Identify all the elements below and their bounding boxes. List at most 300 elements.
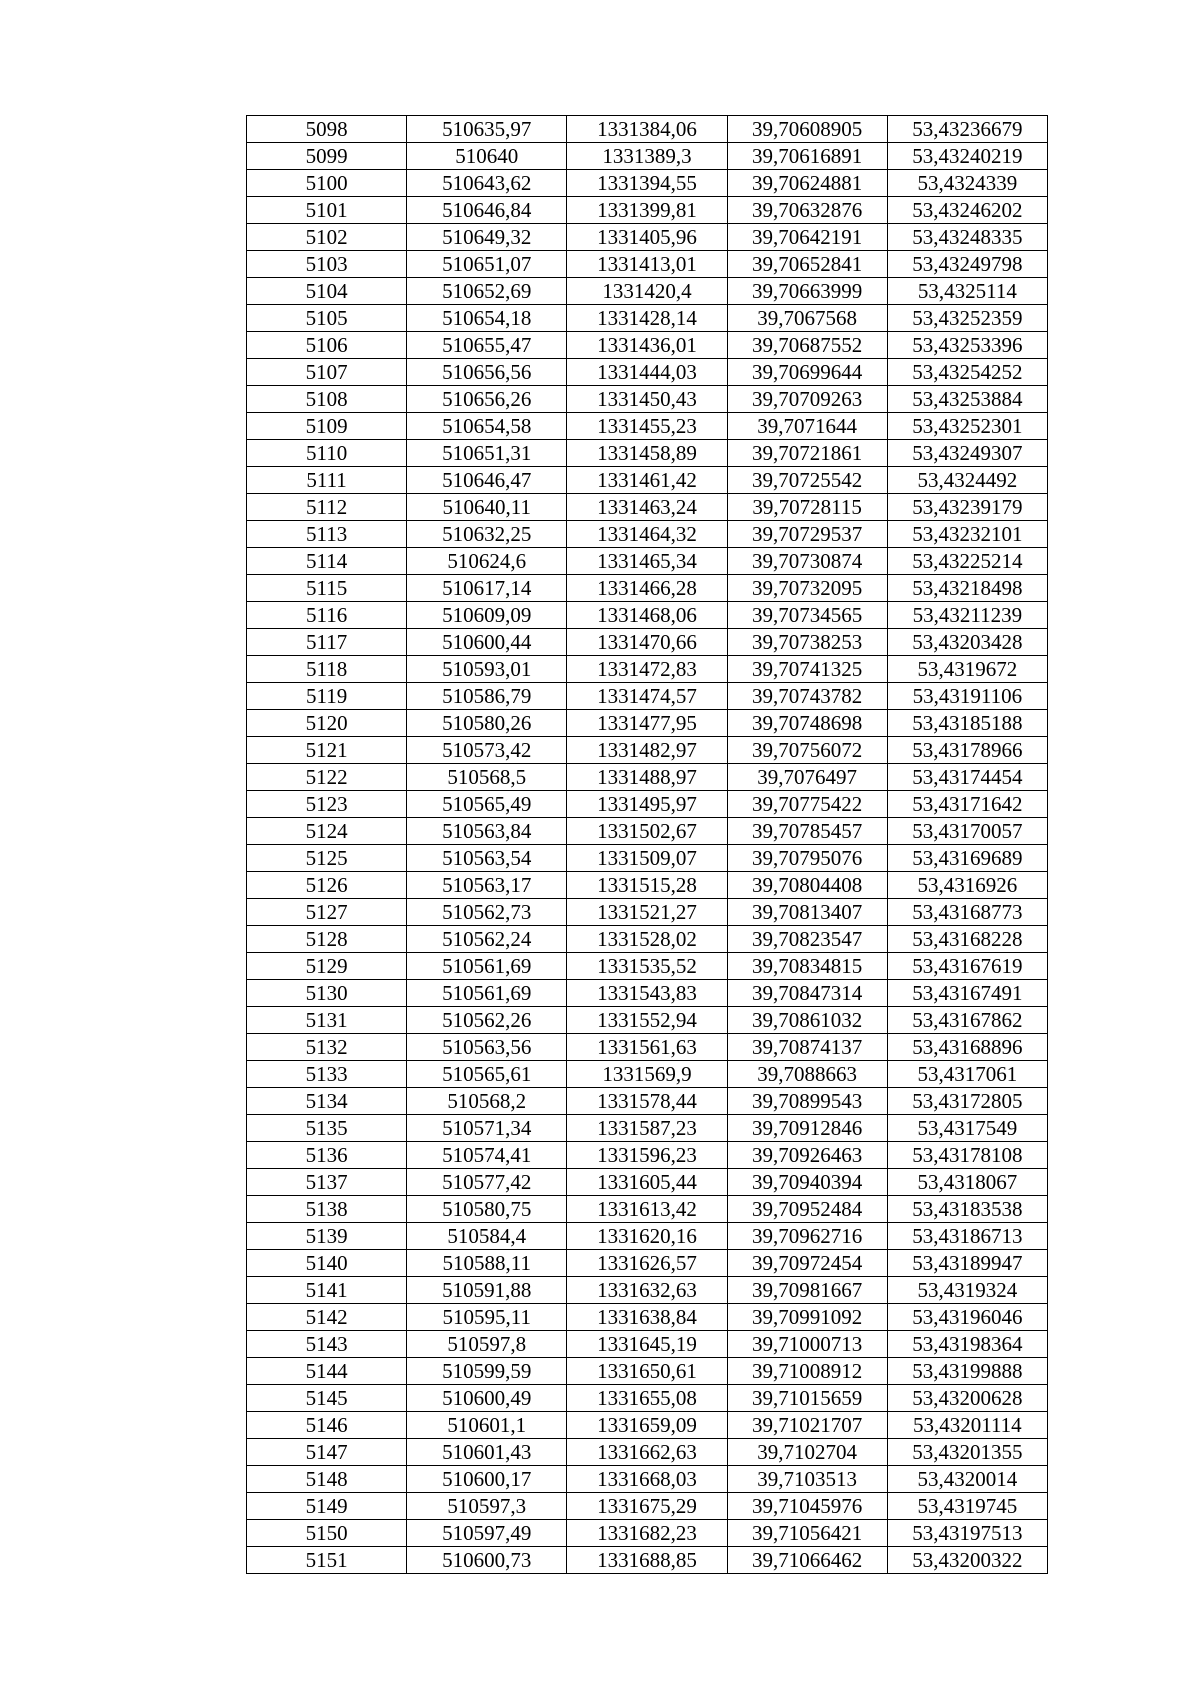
point-number-cell: 5141: [247, 1277, 407, 1304]
latitude-cell: 53,43239179: [887, 494, 1047, 521]
longitude-cell: 39,70738253: [727, 629, 887, 656]
longitude-cell: 39,71066462: [727, 1547, 887, 1574]
longitude-cell: 39,70632876: [727, 197, 887, 224]
coordinates-table: [246, 115, 1048, 1574]
latitude-cell: 53,43178966: [887, 737, 1047, 764]
y-coordinate-cell: 1331668,03: [567, 1466, 727, 1493]
y-coordinate-cell: 1331384,06: [567, 116, 727, 143]
table-row: [247, 251, 1048, 278]
x-coordinate-cell: 510632,25: [407, 521, 567, 548]
point-number-cell: 5113: [247, 521, 407, 548]
y-coordinate-cell: 1331470,66: [567, 629, 727, 656]
table-row: [247, 764, 1048, 791]
point-number-cell: 5131: [247, 1007, 407, 1034]
table-row: [247, 1439, 1048, 1466]
point-number-cell: 5117: [247, 629, 407, 656]
longitude-cell: 39,70981667: [727, 1277, 887, 1304]
longitude-cell: 39,70861032: [727, 1007, 887, 1034]
latitude-cell: 53,43170057: [887, 818, 1047, 845]
table-row: [247, 656, 1048, 683]
x-coordinate-cell: 510565,49: [407, 791, 567, 818]
table-row: [247, 737, 1048, 764]
latitude-cell: 53,43198364: [887, 1331, 1047, 1358]
table-row: [247, 1304, 1048, 1331]
y-coordinate-cell: 1331509,07: [567, 845, 727, 872]
latitude-cell: 53,43252301: [887, 413, 1047, 440]
x-coordinate-cell: 510601,1: [407, 1412, 567, 1439]
point-number-cell: 5111: [247, 467, 407, 494]
y-coordinate-cell: 1331502,67: [567, 818, 727, 845]
x-coordinate-cell: 510651,07: [407, 251, 567, 278]
table-row: [247, 278, 1048, 305]
longitude-cell: 39,70874137: [727, 1034, 887, 1061]
y-coordinate-cell: 1331675,29: [567, 1493, 727, 1520]
x-coordinate-cell: 510571,34: [407, 1115, 567, 1142]
table-row: [247, 791, 1048, 818]
point-number-cell: 5130: [247, 980, 407, 1007]
table-row: [247, 1061, 1048, 1088]
latitude-cell: 53,43236679: [887, 116, 1047, 143]
point-number-cell: 5129: [247, 953, 407, 980]
table-row: [247, 899, 1048, 926]
x-coordinate-cell: 510617,14: [407, 575, 567, 602]
longitude-cell: 39,7076497: [727, 764, 887, 791]
point-number-cell: 5100: [247, 170, 407, 197]
point-number-cell: 5114: [247, 548, 407, 575]
y-coordinate-cell: 1331458,89: [567, 440, 727, 467]
longitude-cell: 39,71000713: [727, 1331, 887, 1358]
point-number-cell: 5126: [247, 872, 407, 899]
longitude-cell: 39,71015659: [727, 1385, 887, 1412]
point-number-cell: 5107: [247, 359, 407, 386]
x-coordinate-cell: 510595,11: [407, 1304, 567, 1331]
longitude-cell: 39,70926463: [727, 1142, 887, 1169]
y-coordinate-cell: 1331468,06: [567, 602, 727, 629]
latitude-cell: 53,43168773: [887, 899, 1047, 926]
x-coordinate-cell: 510646,47: [407, 467, 567, 494]
x-coordinate-cell: 510640: [407, 143, 567, 170]
latitude-cell: 53,4324492: [887, 467, 1047, 494]
y-coordinate-cell: 1331495,97: [567, 791, 727, 818]
point-number-cell: 5120: [247, 710, 407, 737]
y-coordinate-cell: 1331428,14: [567, 305, 727, 332]
point-number-cell: 5118: [247, 656, 407, 683]
latitude-cell: 53,43211239: [887, 602, 1047, 629]
table-row: [247, 1250, 1048, 1277]
x-coordinate-cell: 510656,26: [407, 386, 567, 413]
longitude-cell: 39,70912846: [727, 1115, 887, 1142]
x-coordinate-cell: 510649,32: [407, 224, 567, 251]
point-number-cell: 5104: [247, 278, 407, 305]
x-coordinate-cell: 510655,47: [407, 332, 567, 359]
x-coordinate-cell: 510591,88: [407, 1277, 567, 1304]
y-coordinate-cell: 1331420,4: [567, 278, 727, 305]
x-coordinate-cell: 510561,69: [407, 953, 567, 980]
latitude-cell: 53,4317549: [887, 1115, 1047, 1142]
latitude-cell: 53,43167491: [887, 980, 1047, 1007]
longitude-cell: 39,70616891: [727, 143, 887, 170]
x-coordinate-cell: 510600,17: [407, 1466, 567, 1493]
point-number-cell: 5140: [247, 1250, 407, 1277]
point-number-cell: 5128: [247, 926, 407, 953]
coordinates-table-body: [247, 116, 1048, 1574]
latitude-cell: 53,4318067: [887, 1169, 1047, 1196]
x-coordinate-cell: 510573,42: [407, 737, 567, 764]
table-row: [247, 1034, 1048, 1061]
x-coordinate-cell: 510651,31: [407, 440, 567, 467]
point-number-cell: 5134: [247, 1088, 407, 1115]
table-row: [247, 818, 1048, 845]
table-row: [247, 1358, 1048, 1385]
point-number-cell: 5147: [247, 1439, 407, 1466]
latitude-cell: 53,43254252: [887, 359, 1047, 386]
table-row: [247, 1466, 1048, 1493]
x-coordinate-cell: 510586,79: [407, 683, 567, 710]
latitude-cell: 53,43249798: [887, 251, 1047, 278]
point-number-cell: 5098: [247, 116, 407, 143]
x-coordinate-cell: 510568,5: [407, 764, 567, 791]
x-coordinate-cell: 510580,75: [407, 1196, 567, 1223]
y-coordinate-cell: 1331413,01: [567, 251, 727, 278]
longitude-cell: 39,70687552: [727, 332, 887, 359]
latitude-cell: 53,43218498: [887, 575, 1047, 602]
latitude-cell: 53,43178108: [887, 1142, 1047, 1169]
y-coordinate-cell: 1331561,63: [567, 1034, 727, 1061]
longitude-cell: 39,70962716: [727, 1223, 887, 1250]
table-row: [247, 602, 1048, 629]
x-coordinate-cell: 510646,84: [407, 197, 567, 224]
latitude-cell: 53,43172805: [887, 1088, 1047, 1115]
latitude-cell: 53,43174454: [887, 764, 1047, 791]
table-row: [247, 683, 1048, 710]
longitude-cell: 39,70652841: [727, 251, 887, 278]
table-row: [247, 845, 1048, 872]
point-number-cell: 5127: [247, 899, 407, 926]
longitude-cell: 39,70834815: [727, 953, 887, 980]
point-number-cell: 5139: [247, 1223, 407, 1250]
y-coordinate-cell: 1331543,83: [567, 980, 727, 1007]
x-coordinate-cell: 510600,44: [407, 629, 567, 656]
x-coordinate-cell: 510568,2: [407, 1088, 567, 1115]
latitude-cell: 53,43252359: [887, 305, 1047, 332]
longitude-cell: 39,70663999: [727, 278, 887, 305]
longitude-cell: 39,70699644: [727, 359, 887, 386]
point-number-cell: 5144: [247, 1358, 407, 1385]
y-coordinate-cell: 1331436,01: [567, 332, 727, 359]
latitude-cell: 53,4319672: [887, 656, 1047, 683]
point-number-cell: 5125: [247, 845, 407, 872]
table-row: [247, 359, 1048, 386]
longitude-cell: 39,70741325: [727, 656, 887, 683]
y-coordinate-cell: 1331682,23: [567, 1520, 727, 1547]
y-coordinate-cell: 1331620,16: [567, 1223, 727, 1250]
x-coordinate-cell: 510597,8: [407, 1331, 567, 1358]
point-number-cell: 5112: [247, 494, 407, 521]
x-coordinate-cell: 510654,58: [407, 413, 567, 440]
point-number-cell: 5115: [247, 575, 407, 602]
latitude-cell: 53,43240219: [887, 143, 1047, 170]
longitude-cell: 39,7102704: [727, 1439, 887, 1466]
table-row: [247, 467, 1048, 494]
latitude-cell: 53,43232101: [887, 521, 1047, 548]
longitude-cell: 39,7088663: [727, 1061, 887, 1088]
y-coordinate-cell: 1331450,43: [567, 386, 727, 413]
x-coordinate-cell: 510652,69: [407, 278, 567, 305]
latitude-cell: 53,43167862: [887, 1007, 1047, 1034]
point-number-cell: 5109: [247, 413, 407, 440]
latitude-cell: 53,4324339: [887, 170, 1047, 197]
point-number-cell: 5101: [247, 197, 407, 224]
longitude-cell: 39,70729537: [727, 521, 887, 548]
table-row: [247, 494, 1048, 521]
x-coordinate-cell: 510588,11: [407, 1250, 567, 1277]
latitude-cell: 53,43249307: [887, 440, 1047, 467]
table-row: [247, 1142, 1048, 1169]
latitude-cell: 53,43201114: [887, 1412, 1047, 1439]
longitude-cell: 39,7067568: [727, 305, 887, 332]
x-coordinate-cell: 510563,56: [407, 1034, 567, 1061]
table-row: [247, 143, 1048, 170]
longitude-cell: 39,70804408: [727, 872, 887, 899]
table-row: [247, 386, 1048, 413]
y-coordinate-cell: 1331477,95: [567, 710, 727, 737]
table-row: [247, 980, 1048, 1007]
y-coordinate-cell: 1331638,84: [567, 1304, 727, 1331]
table-row: [247, 548, 1048, 575]
x-coordinate-cell: 510597,49: [407, 1520, 567, 1547]
longitude-cell: 39,70756072: [727, 737, 887, 764]
table-row: [247, 926, 1048, 953]
longitude-cell: 39,70728115: [727, 494, 887, 521]
latitude-cell: 53,43197513: [887, 1520, 1047, 1547]
longitude-cell: 39,70624881: [727, 170, 887, 197]
point-number-cell: 5123: [247, 791, 407, 818]
y-coordinate-cell: 1331515,28: [567, 872, 727, 899]
longitude-cell: 39,71021707: [727, 1412, 887, 1439]
table-row: [247, 1223, 1048, 1250]
latitude-cell: 53,43200628: [887, 1385, 1047, 1412]
point-number-cell: 5132: [247, 1034, 407, 1061]
point-number-cell: 5135: [247, 1115, 407, 1142]
latitude-cell: 53,43201355: [887, 1439, 1047, 1466]
latitude-cell: 53,43203428: [887, 629, 1047, 656]
y-coordinate-cell: 1331659,09: [567, 1412, 727, 1439]
x-coordinate-cell: 510584,4: [407, 1223, 567, 1250]
x-coordinate-cell: 510580,26: [407, 710, 567, 737]
longitude-cell: 39,70721861: [727, 440, 887, 467]
point-number-cell: 5143: [247, 1331, 407, 1358]
y-coordinate-cell: 1331613,42: [567, 1196, 727, 1223]
y-coordinate-cell: 1331587,23: [567, 1115, 727, 1142]
longitude-cell: 39,71045976: [727, 1493, 887, 1520]
point-number-cell: 5102: [247, 224, 407, 251]
latitude-cell: 53,43199888: [887, 1358, 1047, 1385]
point-number-cell: 5138: [247, 1196, 407, 1223]
longitude-cell: 39,70899543: [727, 1088, 887, 1115]
table-row: [247, 170, 1048, 197]
longitude-cell: 39,70847314: [727, 980, 887, 1007]
y-coordinate-cell: 1331662,63: [567, 1439, 727, 1466]
table-row: [247, 413, 1048, 440]
table-row: [247, 953, 1048, 980]
latitude-cell: 53,43185188: [887, 710, 1047, 737]
point-number-cell: 5148: [247, 1466, 407, 1493]
x-coordinate-cell: 510562,24: [407, 926, 567, 953]
latitude-cell: 53,4325114: [887, 278, 1047, 305]
latitude-cell: 53,43167619: [887, 953, 1047, 980]
latitude-cell: 53,43169689: [887, 845, 1047, 872]
longitude-cell: 39,71056421: [727, 1520, 887, 1547]
x-coordinate-cell: 510561,69: [407, 980, 567, 1007]
point-number-cell: 5099: [247, 143, 407, 170]
table-row: [247, 440, 1048, 467]
longitude-cell: 39,7071644: [727, 413, 887, 440]
y-coordinate-cell: 1331482,97: [567, 737, 727, 764]
x-coordinate-cell: 510563,54: [407, 845, 567, 872]
longitude-cell: 39,70940394: [727, 1169, 887, 1196]
point-number-cell: 5133: [247, 1061, 407, 1088]
latitude-cell: 53,43248335: [887, 224, 1047, 251]
longitude-cell: 39,70734565: [727, 602, 887, 629]
y-coordinate-cell: 1331455,23: [567, 413, 727, 440]
x-coordinate-cell: 510563,84: [407, 818, 567, 845]
longitude-cell: 39,7103513: [727, 1466, 887, 1493]
longitude-cell: 39,70991092: [727, 1304, 887, 1331]
longitude-cell: 39,70813407: [727, 899, 887, 926]
latitude-cell: 53,43253396: [887, 332, 1047, 359]
y-coordinate-cell: 1331578,44: [567, 1088, 727, 1115]
y-coordinate-cell: 1331569,9: [567, 1061, 727, 1088]
x-coordinate-cell: 510574,41: [407, 1142, 567, 1169]
point-number-cell: 5122: [247, 764, 407, 791]
latitude-cell: 53,43200322: [887, 1547, 1047, 1574]
table-row: [247, 1493, 1048, 1520]
point-number-cell: 5108: [247, 386, 407, 413]
point-number-cell: 5116: [247, 602, 407, 629]
table-row: [247, 1520, 1048, 1547]
point-number-cell: 5151: [247, 1547, 407, 1574]
longitude-cell: 39,70748698: [727, 710, 887, 737]
longitude-cell: 39,70725542: [727, 467, 887, 494]
table-row: [247, 629, 1048, 656]
point-number-cell: 5103: [247, 251, 407, 278]
point-number-cell: 5136: [247, 1142, 407, 1169]
y-coordinate-cell: 1331688,85: [567, 1547, 727, 1574]
y-coordinate-cell: 1331605,44: [567, 1169, 727, 1196]
x-coordinate-cell: 510600,73: [407, 1547, 567, 1574]
longitude-cell: 39,70608905: [727, 116, 887, 143]
y-coordinate-cell: 1331655,08: [567, 1385, 727, 1412]
table-row: [247, 1169, 1048, 1196]
y-coordinate-cell: 1331465,34: [567, 548, 727, 575]
latitude-cell: 53,4319324: [887, 1277, 1047, 1304]
table-row: [247, 197, 1048, 224]
longitude-cell: 39,70642191: [727, 224, 887, 251]
longitude-cell: 39,70823547: [727, 926, 887, 953]
longitude-cell: 39,70775422: [727, 791, 887, 818]
latitude-cell: 53,43168228: [887, 926, 1047, 953]
table-row: [247, 1385, 1048, 1412]
table-row: [247, 305, 1048, 332]
y-coordinate-cell: 1331552,94: [567, 1007, 727, 1034]
y-coordinate-cell: 1331405,96: [567, 224, 727, 251]
x-coordinate-cell: 510654,18: [407, 305, 567, 332]
table-row: [247, 224, 1048, 251]
point-number-cell: 5110: [247, 440, 407, 467]
x-coordinate-cell: 510643,62: [407, 170, 567, 197]
x-coordinate-cell: 510624,6: [407, 548, 567, 575]
x-coordinate-cell: 510593,01: [407, 656, 567, 683]
table-row: [247, 1115, 1048, 1142]
latitude-cell: 53,4320014: [887, 1466, 1047, 1493]
x-coordinate-cell: 510597,3: [407, 1493, 567, 1520]
x-coordinate-cell: 510635,97: [407, 116, 567, 143]
y-coordinate-cell: 1331645,19: [567, 1331, 727, 1358]
table-row: [247, 1088, 1048, 1115]
latitude-cell: 53,43189947: [887, 1250, 1047, 1277]
point-number-cell: 5137: [247, 1169, 407, 1196]
y-coordinate-cell: 1331466,28: [567, 575, 727, 602]
y-coordinate-cell: 1331596,23: [567, 1142, 727, 1169]
x-coordinate-cell: 510640,11: [407, 494, 567, 521]
longitude-cell: 39,70730874: [727, 548, 887, 575]
latitude-cell: 53,43186713: [887, 1223, 1047, 1250]
point-number-cell: 5149: [247, 1493, 407, 1520]
y-coordinate-cell: 1331463,24: [567, 494, 727, 521]
y-coordinate-cell: 1331626,57: [567, 1250, 727, 1277]
x-coordinate-cell: 510562,26: [407, 1007, 567, 1034]
longitude-cell: 39,70732095: [727, 575, 887, 602]
point-number-cell: 5121: [247, 737, 407, 764]
latitude-cell: 53,4319745: [887, 1493, 1047, 1520]
x-coordinate-cell: 510563,17: [407, 872, 567, 899]
table-row: [247, 1007, 1048, 1034]
table-row: [247, 872, 1048, 899]
latitude-cell: 53,43183538: [887, 1196, 1047, 1223]
y-coordinate-cell: 1331394,55: [567, 170, 727, 197]
x-coordinate-cell: 510562,73: [407, 899, 567, 926]
point-number-cell: 5146: [247, 1412, 407, 1439]
table-row: [247, 1331, 1048, 1358]
point-number-cell: 5150: [247, 1520, 407, 1547]
table-row: [247, 1412, 1048, 1439]
point-number-cell: 5105: [247, 305, 407, 332]
x-coordinate-cell: 510599,59: [407, 1358, 567, 1385]
longitude-cell: 39,70785457: [727, 818, 887, 845]
longitude-cell: 39,70952484: [727, 1196, 887, 1223]
y-coordinate-cell: 1331521,27: [567, 899, 727, 926]
y-coordinate-cell: 1331464,32: [567, 521, 727, 548]
point-number-cell: 5142: [247, 1304, 407, 1331]
longitude-cell: 39,70743782: [727, 683, 887, 710]
latitude-cell: 53,43246202: [887, 197, 1047, 224]
latitude-cell: 53,43168896: [887, 1034, 1047, 1061]
table-row: [247, 521, 1048, 548]
x-coordinate-cell: 510600,49: [407, 1385, 567, 1412]
longitude-cell: 39,70709263: [727, 386, 887, 413]
table-row: [247, 1277, 1048, 1304]
point-number-cell: 5119: [247, 683, 407, 710]
table-row: [247, 332, 1048, 359]
x-coordinate-cell: 510609,09: [407, 602, 567, 629]
longitude-cell: 39,70795076: [727, 845, 887, 872]
table-row: [247, 116, 1048, 143]
y-coordinate-cell: 1331389,3: [567, 143, 727, 170]
latitude-cell: 53,43225214: [887, 548, 1047, 575]
latitude-cell: 53,43191106: [887, 683, 1047, 710]
point-number-cell: 5106: [247, 332, 407, 359]
latitude-cell: 53,4316926: [887, 872, 1047, 899]
